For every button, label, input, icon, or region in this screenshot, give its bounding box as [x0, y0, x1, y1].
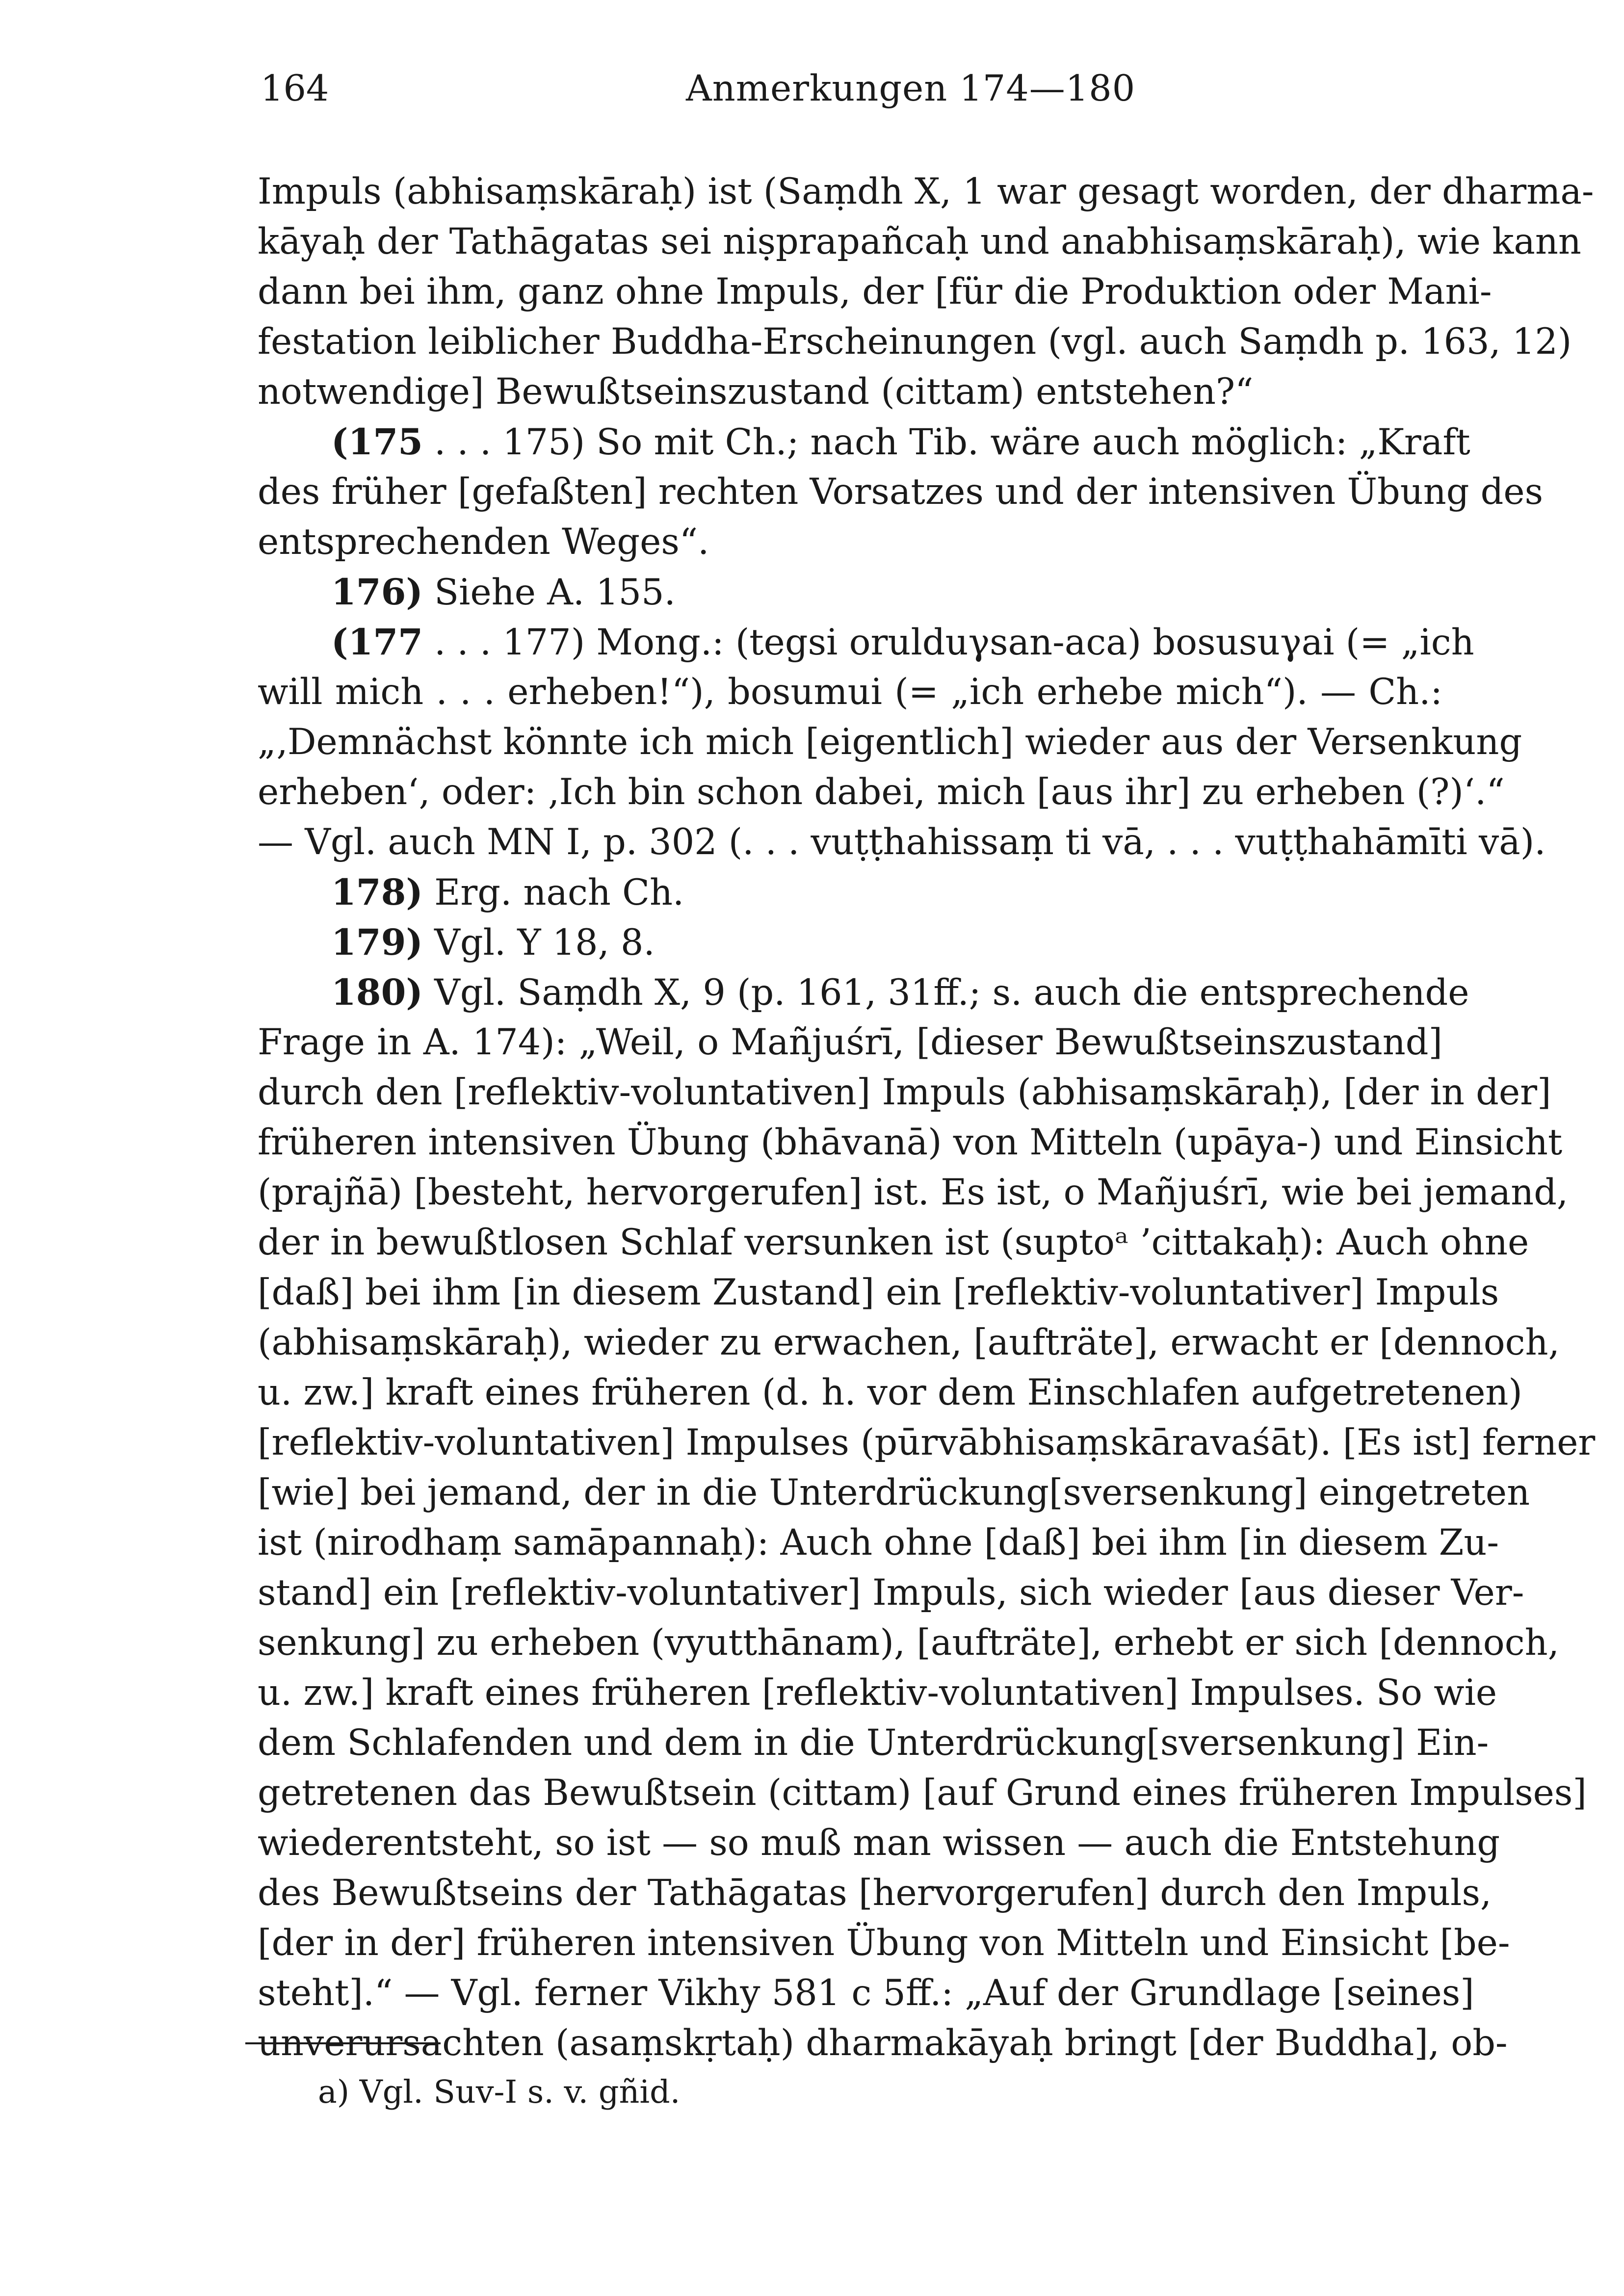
text-line: Frage in A. 174): „Weil, o Mañjuśrī, [dieser Bewußtseinszustand] — [258, 1021, 1442, 1063]
text-line: festation leiblicher Buddha-Erscheinungen (vgl. auch Saṃdh p. 163, 12) — [258, 321, 1572, 363]
text-line: u. zw.] kraft eines früheren (d. h. vor dem Einschlafen aufgetretenen) — [258, 1372, 1522, 1413]
text-line: [der in der] früheren intensiven Übung von Mitteln und Einsicht [be- — [258, 1922, 1510, 1964]
note-177-line: (177 . . . 177) Mong.: (tegsi orulduγsan-aca) bosusuγai (= „ich — [331, 621, 1474, 663]
text-line: (abhisaṃskāraḥ), wieder zu erwachen, [aufträte], erwacht er [dennoch, — [258, 1322, 1560, 1363]
text-line: (prajñā) [besteht, hervorgerufen] ist. Es ist, o Mañjuśrī, wie bei jemand, — [258, 1172, 1569, 1213]
text-line: ist (nirodhaṃ samāpannaḥ): Auch ohne [daß] bei ihm [in diesem Zu- — [258, 1522, 1499, 1564]
text-line: stand] ein [reflektiv-voluntativer] Impuls, sich wieder [aus dieser Ver- — [258, 1572, 1524, 1614]
text-line: dem Schlafenden und dem in die Unterdrückung[sversenkung] Ein- — [258, 1722, 1489, 1764]
text-line: [reflektiv-voluntativen] Impulses (pūrvābhisaṃskāravaśāt). [Es ist] ferner — [258, 1422, 1596, 1463]
text-line: kāyaḥ der Tathāgatas sei niṣprapañcaḥ und anabhisaṃskāraḥ), wie kann — [258, 221, 1581, 262]
text-line: steht].“ — Vgl. ferner Vikhy 581 c 5ff.: „Auf der Grundlage [seines] — [258, 1972, 1474, 2014]
text-line: entsprechenden Weges“. — [258, 521, 709, 563]
running-title: Anmerkungen 174—180 — [686, 68, 1136, 109]
text-line: früheren intensiven Übung (bhāvanā) von Mitteln (upāya-) und Einsicht — [258, 1122, 1563, 1163]
text-line: des früher [gefaßten] rechten Vorsatzes und der intensiven Übung des — [258, 471, 1544, 513]
text-line: getretenen das Bewußtsein (cittam) [auf Grund eines früheren Impulses] — [258, 1772, 1587, 1814]
note-178-line: 178) Erg. nach Ch. — [331, 871, 684, 913]
note-179-line: 179) Vgl. Y 18, 8. — [331, 921, 655, 964]
note-number: (175 — [331, 421, 423, 463]
text-line: will mich . . . erheben!“), bosumui (= „ich erhebe mich“). — Ch.: — [258, 671, 1442, 713]
note-number: 178) — [331, 871, 423, 913]
text-line: [wie] bei jemand, der in die Unterdrückung[sversenkung] eingetreten — [258, 1472, 1530, 1513]
note-number: (177 — [331, 621, 423, 663]
footnote-a: a) Vgl. Suv-I s. v. gñid. — [318, 2074, 681, 2111]
note-180-line: 180) Vgl. Saṃdh X, 9 (p. 161, 31ff.; s. auch die entsprechende — [331, 971, 1469, 1014]
page-number: 164 — [261, 68, 329, 109]
text-line: durch den [reflektiv-voluntativen] Impuls (abhisaṃskāraḥ), [der in der] — [258, 1071, 1551, 1113]
note-number: 176) — [331, 571, 423, 613]
text-line: notwendige] Bewußtseinszustand (cittam) entstehen?“ — [258, 371, 1254, 413]
text-line: dann bei ihm, ganz ohne Impuls, der [für die Produktion oder Mani- — [258, 271, 1492, 313]
text-line: der in bewußtlosen Schlaf versunken ist (suptoᵃ ’cittakaḥ): Auch ohne — [258, 1222, 1529, 1263]
note-175-line: (175 . . . 175) So mit Ch.; nach Tib. wäre auch möglich: „Kraft — [331, 421, 1470, 463]
text-line: senkung] zu erheben (vyutthānam), [aufträte], erhebt er sich [dennoch, — [258, 1622, 1559, 1664]
text-line: u. zw.] kraft eines früheren [reflektiv-voluntativen] Impulses. So wie — [258, 1672, 1497, 1714]
note-176-line: 176) Siehe A. 155. — [331, 571, 676, 613]
text-line: Impuls (abhisaṃskāraḥ) ist (Saṃdh X, 1 war gesagt worden, der dharma- — [258, 171, 1594, 212]
text-line: des Bewußtseins der Tathāgatas [hervorgerufen] durch den Impuls, — [258, 1872, 1492, 1914]
text-line: „‚Demnächst könnte ich mich [eigentlich] wieder aus der Versenkung — [258, 721, 1522, 763]
note-number: 179) — [331, 921, 423, 964]
notes-body — [258, 167, 1596, 2068]
note-number: 180) — [331, 971, 423, 1014]
text-line: [daß] bei ihm [in diesem Zustand] ein [reflektiv-voluntativer] Impuls — [258, 1272, 1499, 1313]
text-line: erheben‘, oder: ‚Ich bin schon dabei, mich [aus ihr] zu erheben (?)‘.“ — [258, 771, 1505, 813]
text-line: unverursachten (asaṃskṛtaḥ) dharmakāyaḥ bringt [der Buddha], ob- — [258, 2022, 1508, 2064]
footnote-divider — [245, 2042, 441, 2044]
text-line: wiederentsteht, so ist — so muß man wissen — auch die Entstehung — [258, 1822, 1500, 1864]
text-line: — Vgl. auch MN I, p. 302 (. . . vuṭṭhahissaṃ ti vā, . . . vuṭṭhahāmīti vā). — [258, 821, 1546, 863]
